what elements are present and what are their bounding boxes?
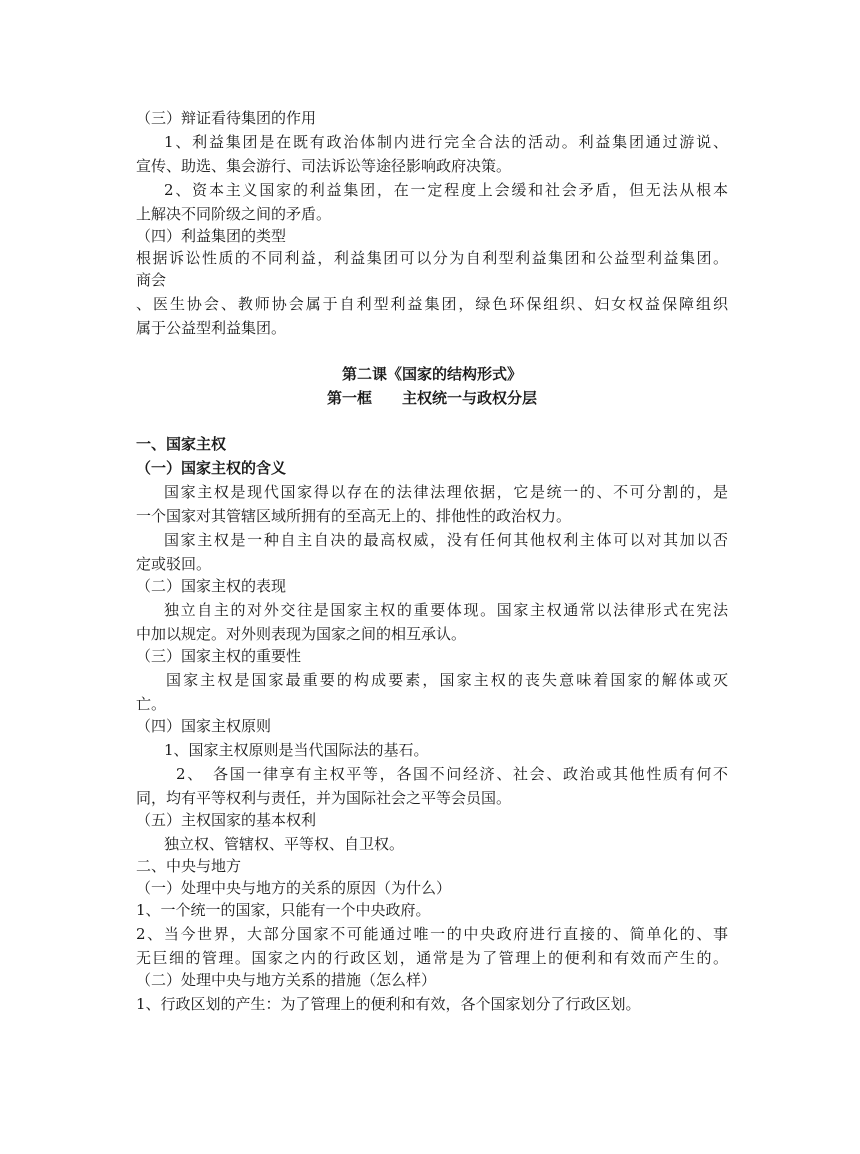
text-line: 国家主权是一种自主自决的最高权威，没有任何其他权利主体可以对其加以否 [164, 531, 728, 549]
text-line: （四）国家主权原则 [136, 717, 272, 735]
text-line: 上解决不同阶级之间的矛盾。 [136, 205, 332, 223]
text-line: 亡。 [136, 695, 167, 713]
text-line: 一、国家主权 [136, 435, 227, 453]
text-line: 1、利益集团是在既有政治体制内进行完全合法的活动。利益集团通过游说、 [164, 133, 728, 151]
text-line: 1、一个统一的国家，只能有一个中央政府。 [136, 901, 431, 919]
text-line: 独立自主的对外交往是国家主权的重要体现。国家主权通常以法律形式在宪法 [164, 601, 728, 619]
text-line: 宣传、助选、集会游行、司法诉讼等途径影响政府决策。 [136, 157, 512, 175]
text-line: 1、国家主权原则是当代国际法的基石。 [164, 741, 429, 759]
text-line: 一个国家对其管辖区域所拥有的至高无上的、排他性的政治权力。 [136, 507, 572, 525]
text-line: 2、当今世界，大部分国家不可能通过唯一的中央政府进行直接的、简单化的、事 [136, 925, 728, 943]
section-title: 第一框 主权统一与政权分层 [326, 389, 537, 407]
text-line: （三）辩证看待集团的作用 [136, 109, 317, 127]
text-line: 同，均有平等权利与责任，并为国际社会之平等会员国。 [136, 789, 512, 807]
text-line: 、医生协会、教师协会属于自利型利益集团，绿色环保组织、妇女权益保障组织 [136, 295, 728, 313]
text-line: 定或驳回。 [136, 555, 212, 573]
text-line: （二）处理中央与地方关系的措施（怎么样） [136, 971, 437, 989]
text-line: 无巨细的管理。国家之内的行政区划，通常是为了管理上的便利和有效而产生的。 [136, 949, 728, 967]
text-line: （一）国家主权的含义 [136, 459, 287, 477]
text-line: （三）国家主权的重要性 [136, 647, 302, 665]
text-line: 2、资本主义国家的利益集团，在一定程度上会缓和社会矛盾，但无法从根本 [164, 181, 728, 199]
text-line: 根据诉讼性质的不同利益，利益集团可以分为自利型利益集团和公益型利益集团。 [136, 249, 728, 267]
text-line: 2、 各国一律享有主权平等，各国不问经济、社会、政治或其他性质有何不 [176, 765, 728, 783]
text-line: （五）主权国家的基本权利 [136, 811, 317, 829]
text-line: （一）处理中央与地方的关系的原因（为什么） [136, 879, 452, 897]
text-line: （二）国家主权的表现 [136, 577, 287, 595]
text-line: 属于公益型利益集团。 [136, 319, 287, 337]
text-line: 中加以规定。对外则表现为国家之间的相互承认。 [136, 625, 467, 643]
text-line: 国家主权是现代国家得以存在的法律法理依据，它是统一的、不可分割的，是 [164, 483, 728, 501]
text-line: （四）利益集团的类型 [136, 227, 287, 245]
text-line: 国家主权是国家最重要的构成要素，国家主权的丧失意味着国家的解体或灭 [166, 671, 728, 689]
lesson-title: 第二课《国家的结构形式》 [341, 365, 522, 383]
text-line: 二、中央与地方 [136, 857, 242, 875]
text-line: 1、行政区划的产生：为了管理上的便利和有效，各个国家划分了行政区划。 [136, 995, 641, 1013]
text-line: 商会 [136, 271, 167, 289]
text-line: 独立权、管辖权、平等权、自卫权。 [164, 835, 405, 853]
